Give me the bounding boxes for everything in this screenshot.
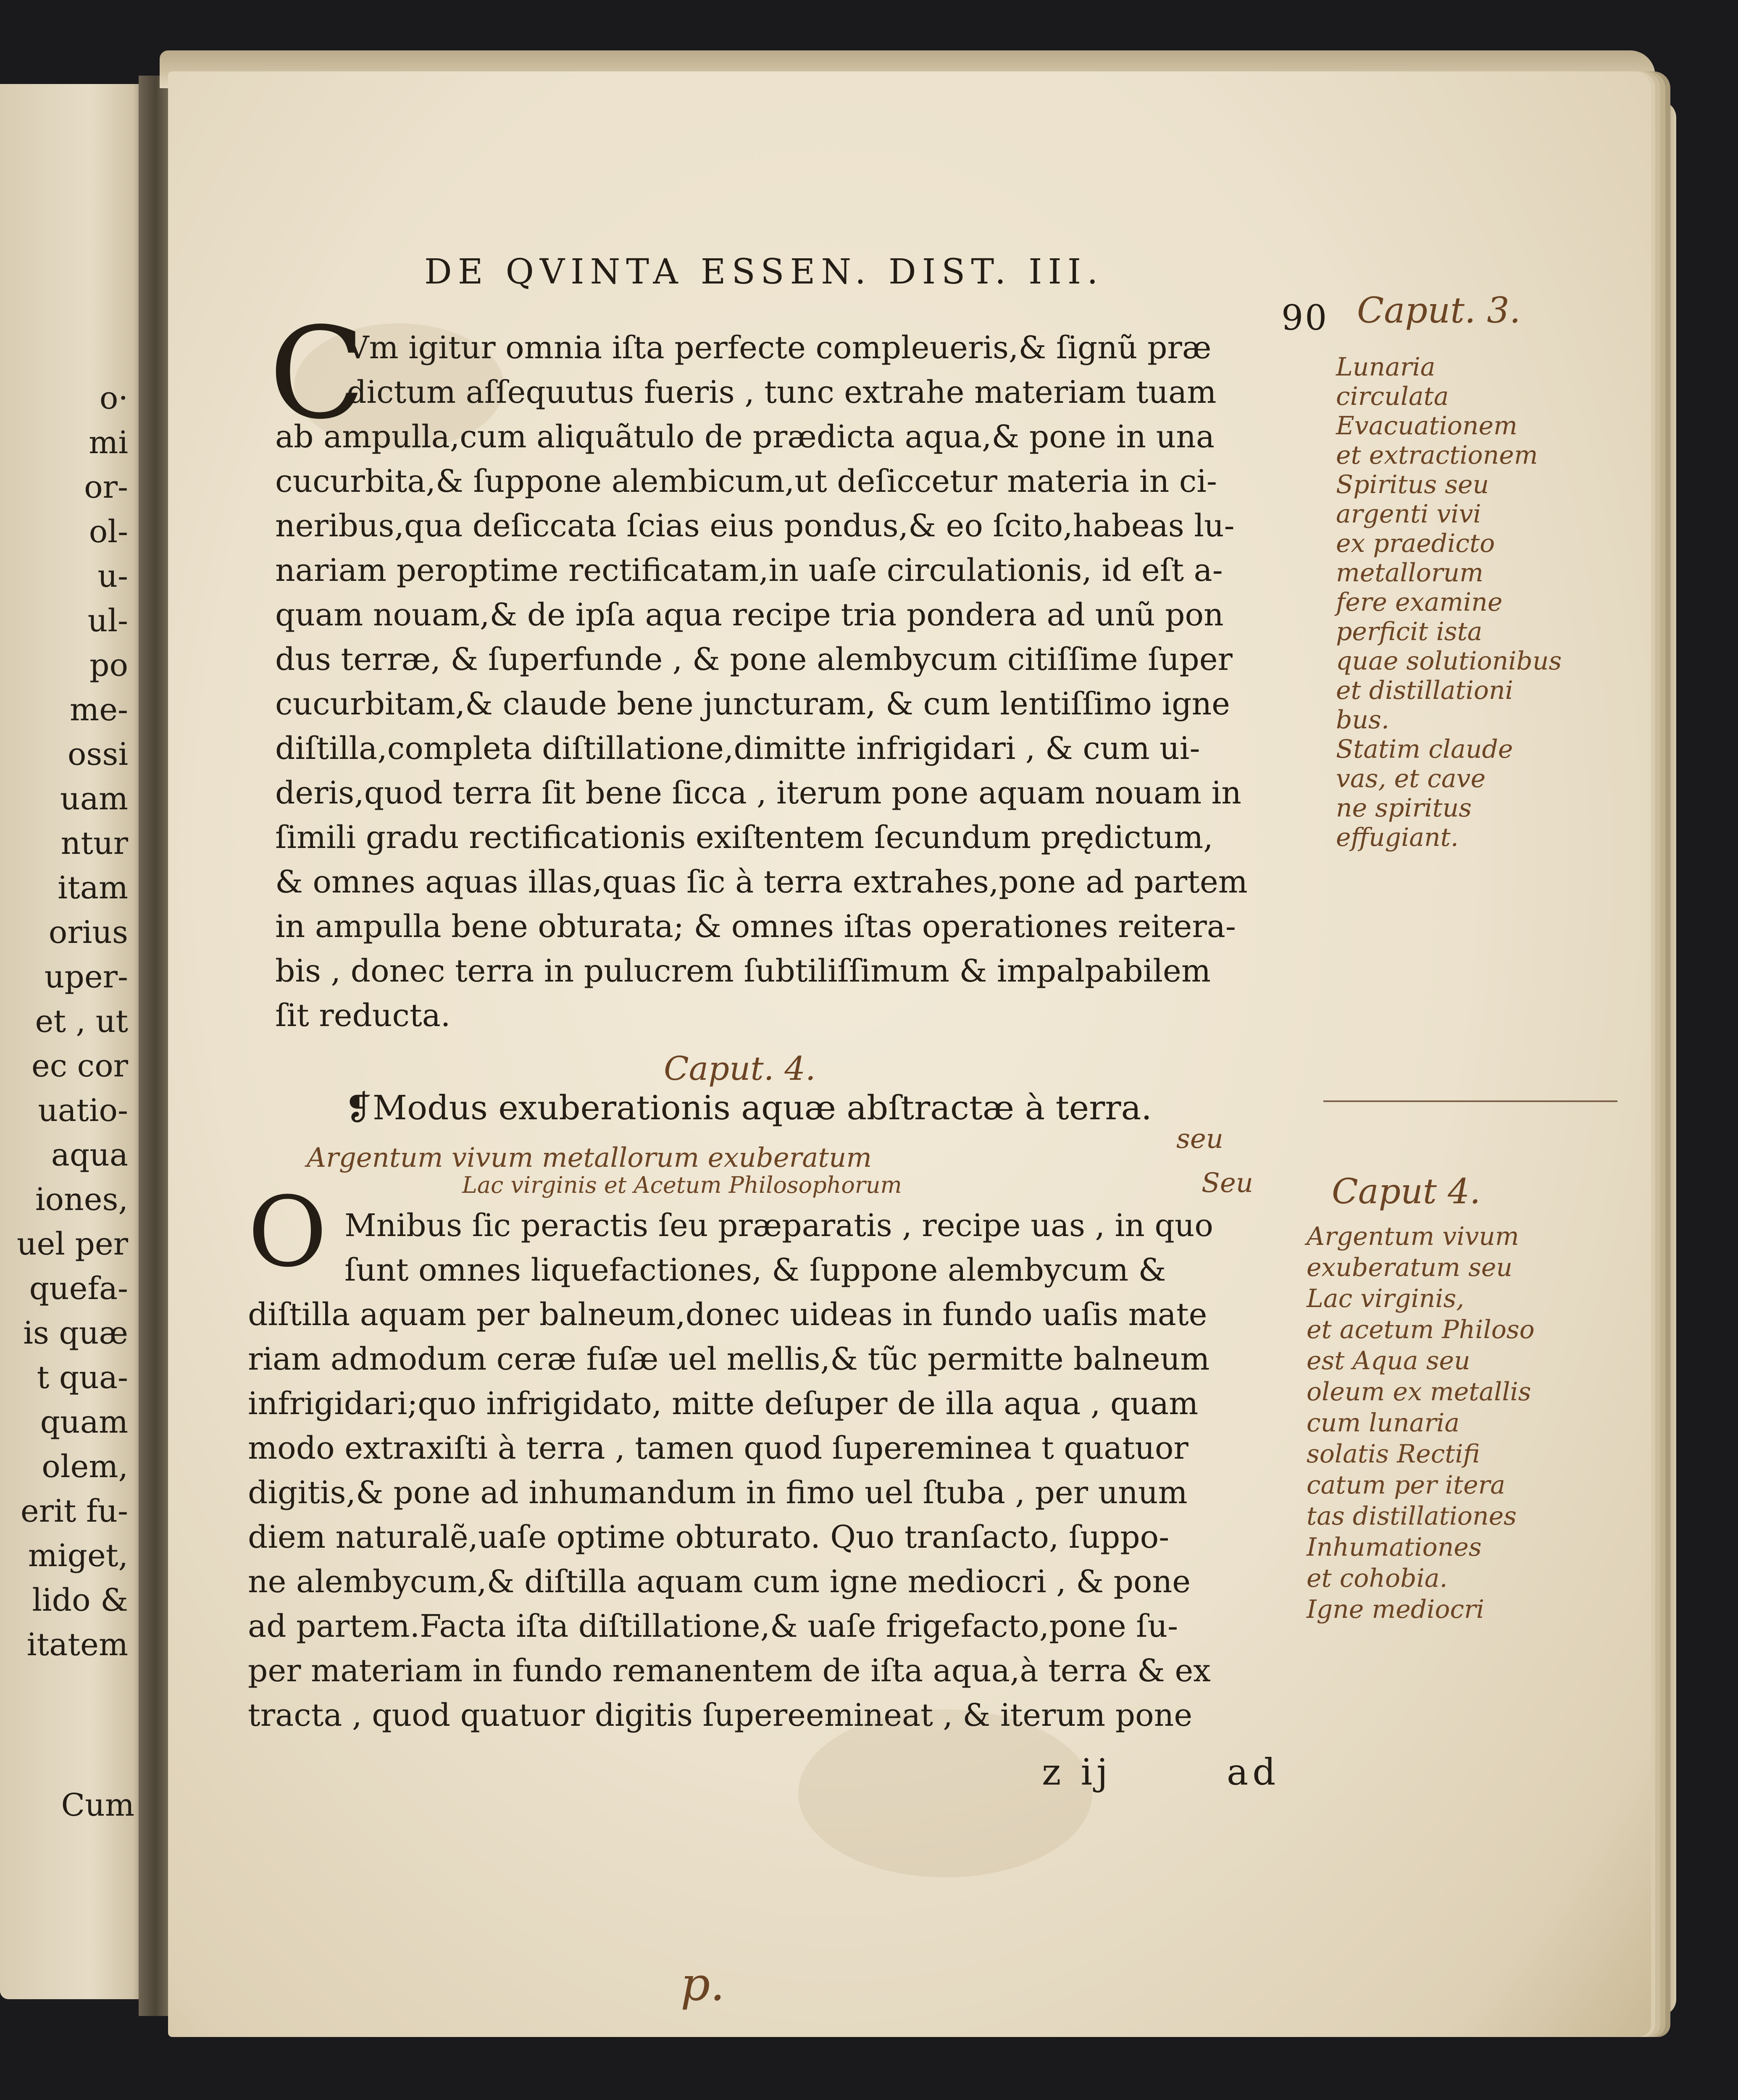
paragraph-1-line: diſtilla,completa diſtillatione,dimitte infrigidari , & cum ui- — [275, 730, 1200, 766]
paragraph-1-line: dus terræ, & ſuperfunde , & pone alembycum citiſſime ſuper — [275, 641, 1233, 677]
paragraph-1-line: deris,quod terra ſit bene ſicca , iterum pone aquam nouam in — [275, 775, 1241, 811]
margin-note-2-line: Argentum vivum — [1307, 1222, 1519, 1251]
margin-note-2-line: catum per itera — [1307, 1470, 1506, 1500]
paragraph-1-line: ſimili gradu rectificationis exiſtentem ſecundum prędictum, — [275, 819, 1213, 856]
paragraph-2-line: riam admodum ceræ fuſæ uel mellis,& tũc permitte balneum — [248, 1341, 1210, 1377]
signature-mark: z ij — [1042, 1751, 1112, 1793]
left-page-line: o· — [99, 380, 128, 416]
left-page-line: ec cor — [31, 1048, 128, 1084]
margin-note-2-line: Inhumationes — [1307, 1533, 1482, 1562]
left-page-line: u- — [97, 558, 128, 594]
left-page-line: itam — [58, 870, 128, 906]
left-page-line: uper- — [44, 959, 128, 995]
left-page-line: quefa- — [29, 1270, 128, 1307]
margin-note-1-line: quae solutionibus — [1336, 646, 1562, 676]
handwritten-caput-3: Caput. 3. — [1357, 290, 1521, 331]
left-page-line: t qua- — [37, 1360, 128, 1396]
margin-note-1 — [1336, 353, 1613, 857]
left-page-text — [0, 378, 128, 1848]
margin-note-2-line: exuberatum seu — [1307, 1253, 1513, 1282]
paragraph-2-line: ſunt omnes liquefactiones, & ſuppone alembycum & — [344, 1252, 1166, 1288]
margin-note-1-line: metallorum — [1336, 558, 1484, 588]
left-page-line: miget, — [28, 1538, 128, 1574]
paragraph-2-line: diem naturalẽ,uaſe optime obturato. Quo tranſacto, ſuppo- — [248, 1519, 1170, 1555]
paragraph-1-line: Vm igitur omnia iſta perfecte compleueris,& ſignũ præ — [347, 330, 1212, 366]
margin-note-1-line: fere examine — [1336, 588, 1503, 617]
left-page-line: uam — [60, 781, 128, 817]
paragraph-1 — [275, 328, 1325, 1042]
handwritten-caput-4: Caput. 4. — [664, 1050, 816, 1088]
paragraph-1-line: cucurbita,& ſuppone alembicum,ut deſiccetur materia in ci- — [275, 463, 1217, 499]
dropcap-c: C — [269, 300, 365, 447]
paragraph-2-line: per materiam in fundo remanentem de iſta aqua,à terra & ex — [248, 1653, 1211, 1689]
margin-note-2-line: Igne mediocri — [1307, 1595, 1484, 1624]
margin-note-1-line: ne spiritus — [1336, 793, 1472, 823]
chapter-heading — [344, 1088, 1311, 1134]
margin-note-1-line: Evacuationem — [1336, 411, 1517, 441]
margin-note-2-line: Lac virginis, — [1307, 1284, 1465, 1313]
margin-rule — [1323, 1100, 1617, 1102]
paragraph-1-line: quam nouam,& de ipſa aqua recipe tria pondera ad unũ pon — [275, 597, 1224, 633]
paragraph-1-line: dictum aſſequutus fueris , tunc extrahe materiam tuam — [347, 374, 1217, 410]
margin-note-1-line: et distillationi — [1336, 676, 1513, 705]
left-page-line: erit fu- — [20, 1493, 128, 1529]
interlinear-note-1: Argentum vivum metallorum exuberatum — [307, 1142, 872, 1173]
paragraph-2-line: diſtilla aquam per balneum,donec uideas in fundo uaſis mate — [248, 1297, 1207, 1333]
dropcap-o: O — [248, 1176, 327, 1289]
margin-note-2-line: oleum ex metallis — [1307, 1377, 1531, 1407]
margin-note-2-line: et cohobia. — [1307, 1564, 1448, 1593]
handwritten-bottom-mark: p. — [681, 1957, 725, 2011]
left-page-line: iones, — [35, 1181, 128, 1218]
paragraph-2-line: tracta , quod quatuor digitis ſupereemineat , & iterum pone — [248, 1697, 1193, 1733]
left-page-line: is quæ — [23, 1315, 128, 1351]
paragraph-2-line: modo extraxiſti à terra , tamen quod ſupereminea t quatuor — [248, 1430, 1188, 1466]
margin-note-2-line: et acetum Philoso — [1307, 1315, 1535, 1344]
margin-note-1-line: Statim claude — [1336, 735, 1513, 764]
margin-note-2-line: est Aqua seu — [1307, 1346, 1470, 1376]
margin-note-2-line: cum lunaria — [1307, 1408, 1460, 1438]
left-page-line: uatio- — [38, 1092, 128, 1129]
left-page-line: ul- — [87, 603, 128, 639]
left-page-line: me- — [70, 692, 128, 728]
left-page-line: olem, — [42, 1449, 128, 1485]
margin-note-2 — [1307, 1222, 1613, 1634]
paragraph-2-line: infrigidari;quo infrigidato, mitte deſuper de illa aqua , quam — [248, 1386, 1199, 1422]
paragraph-2-line: ne alembycum,& diſtilla aquam cum igne mediocri , & pone — [248, 1564, 1191, 1600]
left-page-line: quam — [40, 1404, 128, 1440]
left-page-line: uel per — [16, 1226, 128, 1262]
left-page-line: aqua — [51, 1137, 128, 1173]
handwritten-seu-2: Seu — [1202, 1168, 1253, 1199]
left-page-line: itatem — [26, 1627, 128, 1663]
margin-note-1-line: vas, et cave — [1336, 764, 1486, 793]
left-page-last-line: Cum — [61, 1787, 134, 1823]
chapter-heading-text: ❡Modus exuberationis aquæ abſtractæ à terra. — [344, 1088, 1152, 1127]
left-page-line: orius — [48, 914, 128, 950]
left-page-line: ntur — [60, 825, 128, 861]
margin-note-1-line: ex praedicto — [1336, 529, 1495, 558]
paragraph-1-line: ſit reducta. — [275, 998, 451, 1034]
margin-note-1-line: Lunaria — [1336, 352, 1436, 382]
left-page-line: ol- — [89, 514, 128, 550]
paragraph-2-line: ad partem.Facta iſta diſtillatione,& uaſe frigefacto,pone ſu- — [248, 1608, 1178, 1644]
left-page-line: ossi — [67, 736, 128, 772]
running-title: DE QVINTA ESSEN. DIST. III. — [424, 252, 1104, 292]
paragraph-1-line: in ampulla bene obturata; & omnes iſtas operationes reitera- — [275, 908, 1236, 945]
handwritten-caput-4-margin: Caput 4. — [1332, 1172, 1481, 1212]
paragraph-1-line: bis , donec terra in pulucrem ſubtiliſſimum & impalpabilem — [275, 953, 1211, 989]
left-page-line: et , ut — [35, 1003, 128, 1040]
paragraph-1-line: ab ampulla,cum aliquãtulo de prædicta aqua,& pone in una — [275, 419, 1215, 455]
margin-note-1-line: perficit ista — [1336, 617, 1483, 646]
margin-note-2-line: solatis Rectifi — [1307, 1439, 1480, 1469]
interlinear-note-2: Lac virginis et Acetum Philosophorum — [462, 1172, 902, 1198]
paragraph-1-line: neribus,qua deſiccata ſcias eius pondus,& eo ſcito,habeas lu- — [275, 508, 1235, 544]
left-page — [0, 84, 151, 1999]
margin-note-1-line: circulata — [1336, 382, 1449, 411]
paragraph-1-line: & omnes aquas illas,quas ſic à terra extrahes,pone ad partem — [275, 864, 1248, 900]
left-page-line: mi — [89, 425, 128, 461]
margin-note-1-line: argenti vivi — [1336, 499, 1481, 529]
paragraph-2-line: Mnibus ſic peractis ſeu præparatis , recipe uas , in quo — [344, 1208, 1213, 1244]
paragraph-2 — [248, 1205, 1298, 1751]
catchword: ad — [1227, 1751, 1280, 1793]
margin-note-1-line: bus. — [1336, 705, 1389, 735]
left-page-line: po — [89, 647, 128, 683]
margin-note-1-line: Spiritus seu — [1336, 470, 1489, 499]
margin-note-1-line: effugiant. — [1336, 823, 1459, 852]
paragraph-1-line: nariam peroptime rectificatam,in uaſe circulationis, id eſt a- — [275, 552, 1223, 588]
handwritten-seu-1: seu — [1176, 1124, 1223, 1155]
paragraph-1-line: cucurbitam,& claude bene juncturam, & cum lentiſſimo igne — [275, 686, 1230, 722]
margin-note-2-line: tas distillationes — [1307, 1502, 1517, 1531]
page-number: 90 — [1281, 298, 1329, 338]
left-page-line: lido & — [32, 1582, 128, 1618]
paragraph-2-line: digitis,& pone ad inhumandum in fimo uel ſtuba , per unum — [248, 1475, 1188, 1511]
margin-note-1-line: et extractionem — [1336, 441, 1538, 470]
left-page-line: or- — [84, 469, 128, 505]
